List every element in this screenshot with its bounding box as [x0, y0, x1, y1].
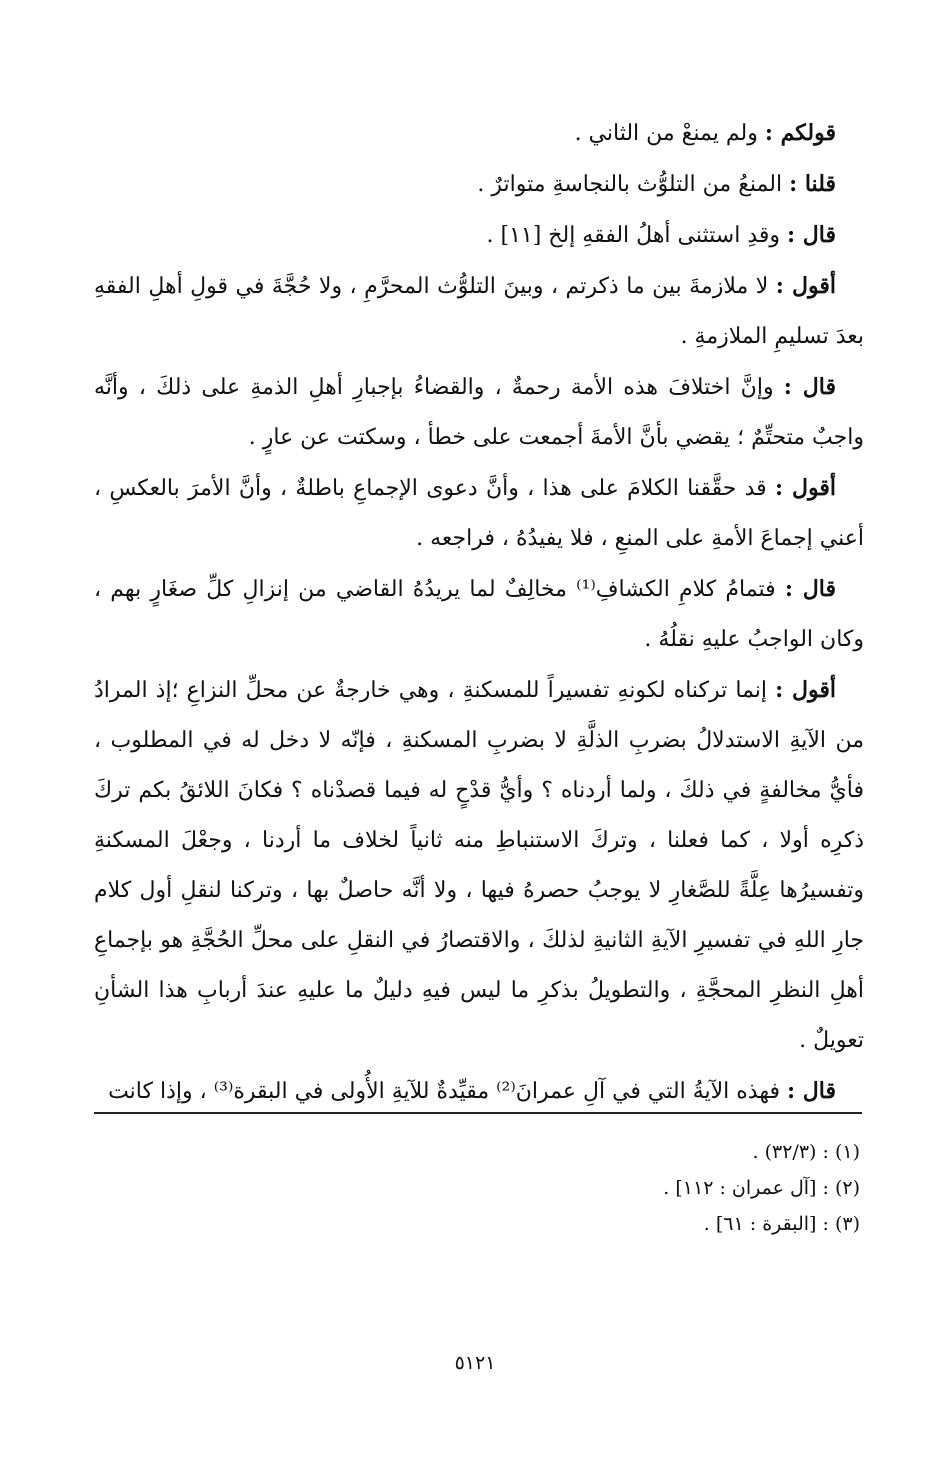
paragraph-text: لا ملازمةَ بين ما ذكرتم ، وبينَ التلوُّث المحرَّمِ ، ولا حُجَّةَ في قولِ أهلِ الفقهِ بعدَ تسليمِ الملازمةِ . — [94, 274, 864, 349]
paragraph-text: وقدِ استثنى أهلُ الفقهِ إلخ [١١] . — [486, 223, 781, 248]
paragraph-lead: قولكم : — [764, 120, 836, 146]
page-number: ٥١٢١ — [454, 1352, 496, 1374]
paragraph — [94, 1066, 864, 1117]
paragraph — [94, 564, 864, 665]
paragraph — [94, 210, 864, 261]
paragraph-text: ولم يمنعْ من الثاني . — [574, 121, 758, 146]
paragraph-lead: أقول : — [774, 475, 836, 501]
footnote: (٢) : [آل عمران : ١١٢] . — [663, 1177, 860, 1199]
footnotes — [94, 1134, 860, 1242]
paragraph-lead: قلنا : — [789, 171, 836, 197]
paragraph-lead: أقول : — [775, 273, 837, 299]
paragraph-text: قد حقَّقنا الكلامَ على هذا ، وأنَّ دعوى الإجماعِ باطلةٌ ، وأنَّ الأمرَ بالعكسِ ، أعني إجماعَ الأمةِ على المنعِ ، فلا يفيدُهُ ، فراجعه . — [94, 476, 864, 551]
paragraph-lead: أقول : — [775, 677, 836, 703]
footnote-separator — [94, 1112, 862, 1114]
paragraph — [94, 665, 864, 1066]
paragraph — [94, 362, 864, 463]
paragraph-lead: قال : — [784, 576, 837, 602]
paragraph — [94, 463, 864, 564]
main-text — [94, 108, 864, 1117]
paragraph-text: وإنَّ اختلافَ هذه الأمة رحمةٌ ، والقضاءُ بإجبارِ أهلِ الذمةِ على ذلكَ ، وأنَّه واجبٌ متحتِّمٌ ؛ يقضي بأنَّ الأمةَ أجمعت على خطأ ، وسكتت عن عارٍ . — [94, 375, 864, 450]
paragraph-lead: قال : — [787, 1078, 836, 1104]
footnote: (٣) : [البقرة : ٦١] . — [703, 1213, 860, 1235]
paragraph-text: فهذه الآيةُ التي في آلِ عمرانَ⁽²⁾ مقيِّدةٌ للآيةِ الأُولى في البقرة⁽³⁾ ، وإذا كانت — [108, 1079, 781, 1104]
paragraph — [94, 108, 864, 159]
paragraph-text: فتمامُ كلامِ الكشافِ⁽¹⁾ مخالِفٌ لما يريدُهُ القاضي من إنزالِ كلِّ صغَارٍ بهم ، وكان الواجبُ عليهِ نقلُهُ . — [94, 577, 864, 652]
paragraph — [94, 261, 864, 362]
paragraph-lead: قال : — [783, 374, 836, 400]
paragraph-text: المنعُ من التلوُّث بالنجاسةِ متواترٌ . — [477, 172, 783, 197]
paragraph — [94, 159, 864, 210]
paragraph-text: إنما تركناه لكونهِ تفسيراً للمسكنةِ ، وهي خارجةٌ عن محلِّ النزاعِ ؛إذ المرادُ من الآيةِ الاستدلالُ بضربِ الذلَّةِ لا بضربِ المسكنةِ ، فإنّه لا دخل له في المطلوب ، فأيُّ مخالفةٍ في ذلكَ ، ولما أردناه ؟ وأيُّ قدْحٍ له فيما قصدْناه ؟ فكانَ اللائقُ بكم تركَ ذكرِه أولا ، كما فعلنا ، وتركَ الاستنباطِ منه ثانياً لخلاف ما أردنا ، وجعْلَ المسكنةِ وتفسيرُها عِلَّةً للصَّغارِ لا يوجبُ حصرهُ فيها ، ولا أنَّه حاصلٌ بها ، وتركنا لنقلِ أول كلام جارِ اللهِ في تفسيرِ الآيةِ الثانيةِ لذلكَ ، والاقتصارُ في النقلِ على محلِّ الحُجَّةِ هو بإجماعِ أهلِ النظرِ المحجَّةِ ، والتطويلُ بذكرِ ما ليس فيهِ دليلٌ ما عليهِ عندَ أربابِ هذا الشأنِ تعويلٌ . — [94, 678, 865, 1053]
footnote: (١) : (٣٢/٣) . — [752, 1141, 860, 1163]
paragraph-lead: قال : — [787, 222, 836, 248]
